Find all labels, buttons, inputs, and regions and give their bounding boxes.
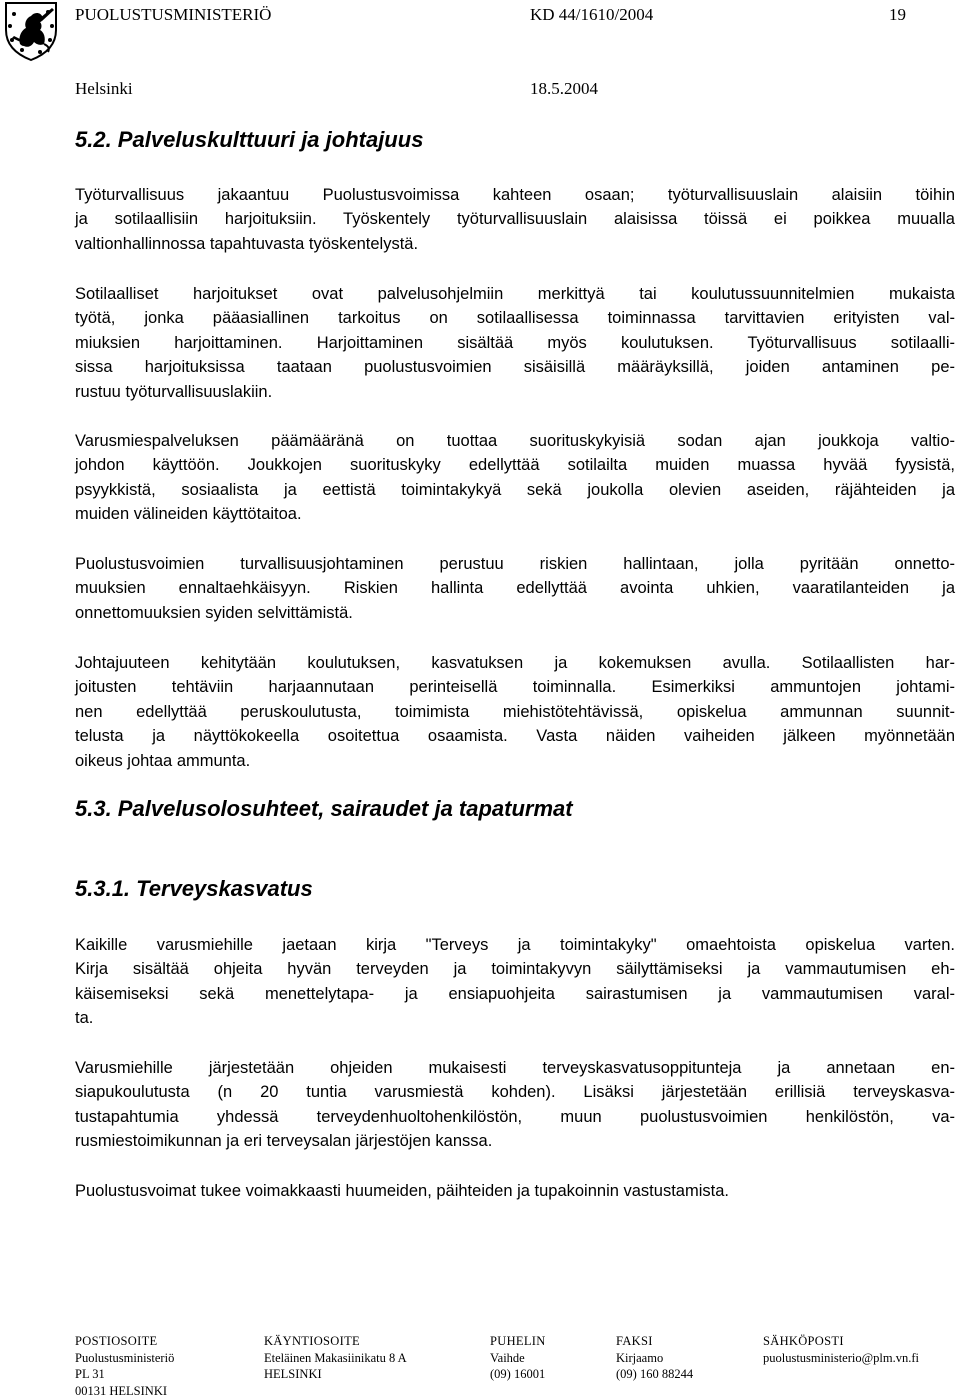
text-line: telusta ja näyttökokeella osoitettua osaamista. Vasta näiden vaiheiden jälkeen myönnetään [75,724,955,748]
text-line: Sotilaalliset harjoitukset ovat palvelusohjelmiin merkittyä tai koulutussuunnitelmien mukaista [75,282,955,306]
text-line: muuksien ennaltaehkäisyyn. Riskien hallinta edellyttää avointa uhkien, vaaratilanteiden ja [75,576,955,600]
text-line: ja sotilaallisiin harjoituksiin. Työskentely työturvallisuuslain alaisissa töissä ei poikkea muualla [75,207,955,231]
text-line: Kaikille varusmiehille jaetaan kirja "Terveys ja toimintakyky" omaehtoista opiskelua varten. [75,933,955,957]
footer-postal-address [75,1333,174,1399]
text-line: Kirja sisältää ohjeita hyvän terveyden ja toimintakyvyn säilyttämiseksi ja vammautumisen eh- [75,957,955,981]
paragraph-health-education [75,1056,955,1154]
text-line: joitusten tehtäviin harjaannutaan perinteisellä toiminnalla. Esimerkiksi ammuntojen johtami- [75,675,955,699]
paragraph-work-safety-intro [75,183,955,256]
text-line: Johtajuuteen kehitytään koulutuksen, kasvatuksen ja kokemuksen avulla. Sotilaallisten har- [75,651,955,675]
footer-fax [616,1333,693,1383]
document-id: KD 44/1610/2004 [530,5,653,25]
footer-line: Vaihde [490,1350,546,1367]
footer-line: 00131 HELSINKI [75,1383,174,1399]
footer-line: Kirjaamo [616,1350,693,1367]
footer-line: (09) 16001 [490,1366,546,1383]
text-line: työtä, jonka pääasiallinen tarkoitus on sotilaallisessa toiminnassa tarvittavien erityisten val- [75,306,955,330]
text-line: Puolustusvoimat tukee voimakkaasti huumeiden, päihteiden ja tupakoinnin vastustamista. [75,1179,955,1203]
text-line: Varusmiehille järjestetään ohjeiden mukaisesti terveyskasvatusoppitunteja ja annetaan en- [75,1056,955,1080]
footer-phone [490,1333,546,1383]
footer-email-address[interactable]: puolustusministerio@plm.vn.fi [763,1350,919,1367]
paragraph-safety-management [75,552,955,625]
finnish-coat-of-arms-logo [0,0,62,62]
footer-line: HELSINKI [264,1366,407,1383]
text-line: rustuu työturvallisuuslakiin. [75,380,955,404]
text-line: nen edellyttää peruskoulutusta, toimimista miehistötehtävissä, opiskelua ammunnan suunnit- [75,700,955,724]
paragraph-anti-drugs [75,1179,955,1203]
ministry-name: PUOLUSTUSMINISTERIÖ [75,5,271,25]
paragraph-leadership [75,651,955,773]
footer-email [763,1333,919,1366]
footer-label: KÄYNTIOSOITE [264,1333,407,1350]
text-line: oikeus johtaa ammunta. [75,749,955,773]
text-line: psyykkistä, sosiaalista ja eettistä toimintakykyä sekä joukolla olevien aseiden, räjähteiden ja [75,478,955,502]
text-line: rusmiestoimikunnan ja eri terveysalan järjestöjen kanssa. [75,1129,955,1153]
section-heading-5-3: 5.3. Palvelusolosuhteet, sairaudet ja tapaturmat [75,796,573,822]
paragraph-military-exercises [75,282,955,404]
footer-label: FAKSI [616,1333,693,1350]
footer-line: Puolustusministeriö [75,1350,174,1367]
text-line: sissa harjoituksissa taataan puolustusvoimien sisäisillä määräyksillä, joiden antaminen pe- [75,355,955,379]
text-line: siapukoulutusta (n 20 tuntia varusmiestä kohden). Lisäksi järjestetään erillisiä terveyskasva- [75,1080,955,1104]
text-line: Varusmiespalveluksen päämääränä on tuottaa suorituskykyisiä sodan ajan joukkoja valtio- [75,429,955,453]
text-line: onnettomuuksien syiden selvittämistä. [75,601,955,625]
text-line: tustapahtumia yhdessä terveydenhuoltohenkilöstön, muun puolustusvoimien henkilöstön, va- [75,1105,955,1129]
footer-label: PUHELIN [490,1333,546,1350]
text-line: käisemiseksi sekä menettelytapa- ja ensiapuohjeita sairastumisen ja vammautumisen varal- [75,982,955,1006]
text-line: Puolustusvoimien turvallisuusjohtaminen perustuu riskien hallintaan, jolla pyritään onnetto- [75,552,955,576]
text-line: miuksien harjoittaminen. Harjoittaminen sisältää myös koulutuksen. Työturvallisuus sotilaalli- [75,331,955,355]
section-heading-5-3-1: 5.3.1. Terveyskasvatus [75,876,313,902]
section-heading-5-2: 5.2. Palveluskulttuuri ja johtajuus [75,127,423,153]
header-city: Helsinki [75,79,133,99]
footer-visiting-address [264,1333,407,1383]
text-line: johdon käyttöön. Joukkojen suorituskyky edellyttää sotilailta muiden muassa hyvää fyysistä, [75,453,955,477]
header-date: 18.5.2004 [530,79,598,99]
footer-line: PL 31 [75,1366,174,1383]
text-line: ta. [75,1006,955,1030]
footer-line: Eteläinen Makasiinikatu 8 A [264,1350,407,1367]
text-line: valtionhallinnossa tapahtuvasta työskentelystä. [75,232,955,256]
lion-crest-icon [0,0,62,62]
paragraph-conscript-service-goal [75,429,955,527]
footer-label: SÄHKÖPOSTI [763,1333,919,1350]
text-line: muiden välineiden käyttötaitoa. [75,502,955,526]
footer-line: (09) 160 88244 [616,1366,693,1383]
footer-label: POSTIOSOITE [75,1333,174,1350]
paragraph-health-book [75,933,955,1031]
text-line: Työturvallisuus jakaantuu Puolustusvoimissa kahteen osaan; työturvallisuuslain alaisiin töihin [75,183,955,207]
page-number: 19 [889,5,906,25]
